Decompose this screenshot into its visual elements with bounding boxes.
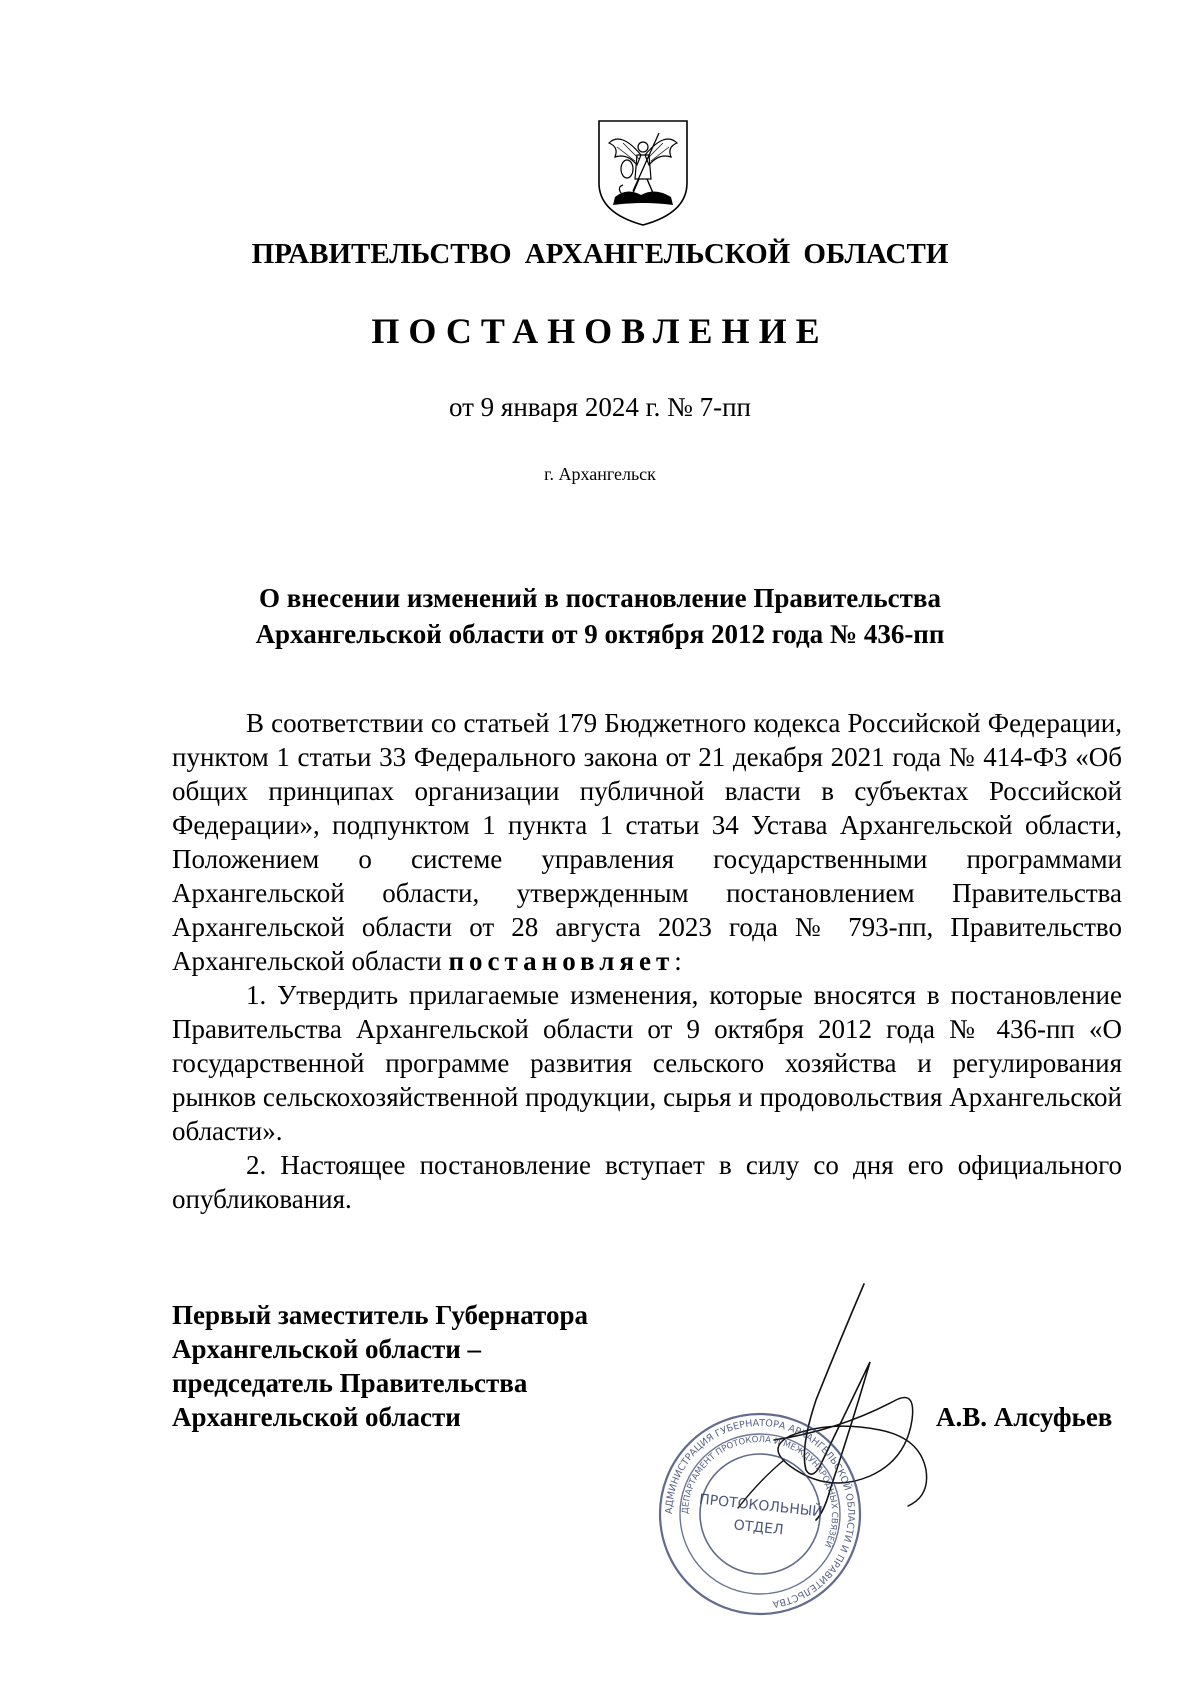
stamp-center-line-1: ПРОТОКОЛЬНЫЙ	[698, 1491, 824, 1521]
subject-line-1: О внесении изменений в постановление Правительства	[259, 583, 941, 613]
signer-title-line-2: Архангельской области –	[172, 1334, 482, 1364]
stamp-center-line-2: ОТДЕЛ	[732, 1517, 785, 1539]
document-date-number: от 9 января 2024 г. № 7-пп	[448, 392, 752, 422]
document-type-heading: ПОСТАНОВЛЕНИЕ	[371, 311, 829, 351]
item-2-paragraph: 2. Настоящее постановление вступает в силу со дня его официального опубликования.	[172, 1150, 1122, 1214]
signer-title	[172, 1298, 588, 1434]
item-1-paragraph: 1. Утвердить прилагаемые изменения, которые вносятся в постановление Правительства Архангельской области от 9 октября 2012 года № 436-пп «О государственной программе развития сельского хозяйства и регулирования рынков сельскохозяйственной продукции, сырья и продовольствия Архангельской области».	[172, 980, 1122, 1146]
document-subject	[0, 580, 1200, 652]
coat-of-arms-icon	[593, 117, 693, 229]
protocol-department-stamp	[656, 1410, 864, 1618]
organization-title: ПРАВИТЕЛЬСТВО АРХАНГЕЛЬСКОЙ ОБЛАСТИ	[251, 238, 949, 270]
preamble-paragraph	[172, 706, 1122, 978]
preamble-text: В соответствии со статьей 179 Бюджетного кодекса Российской Федерации, пунктом 1 статьи 33 Федерального закона от 21 декабря 2021 года № 414-ФЗ «Об общих принципах организации публичной власти в субъектах Российской Федерации», подпунктом 1 пункта 1 статьи 34 Устава Архангельской области, Положением о системе управления государственными программами Архангельской области, утвержденным постановлением Правительства Архангельской области от 28 августа 2023 года № 793-пп, Правительство Архангельской области	[172, 708, 1122, 976]
signer-title-line-1: Первый заместитель Губернатора	[172, 1300, 588, 1330]
document-body	[172, 706, 1122, 1216]
stamp-inner-text: ДЕПАРТАМЕНТ ПРОТОКОЛА И МЕЖДУНАРОДНЫХ СВЯЗЕЙ	[680, 1434, 840, 1549]
stamp-outer-text: АДМИНИСТРАЦИЯ ГУБЕРНАТОРА АРХАНГЕЛЬСКОЙ ОБЛАСТИ И ПРАВИТЕЛЬСТВА	[663, 1417, 857, 1610]
signer-name: А.В. Алсуфьев	[936, 1402, 1113, 1432]
signer-title-line-4: Архангельской области	[172, 1402, 461, 1432]
preamble-colon: :	[674, 946, 682, 976]
signer-title-line-3: председатель Правительства	[172, 1368, 528, 1398]
document-city: г. Архангельск	[544, 464, 656, 484]
subject-line-2: Архангельской области от 9 октября 2012 года № 436-пп	[255, 619, 945, 649]
decree-word: постановляет	[448, 946, 675, 976]
